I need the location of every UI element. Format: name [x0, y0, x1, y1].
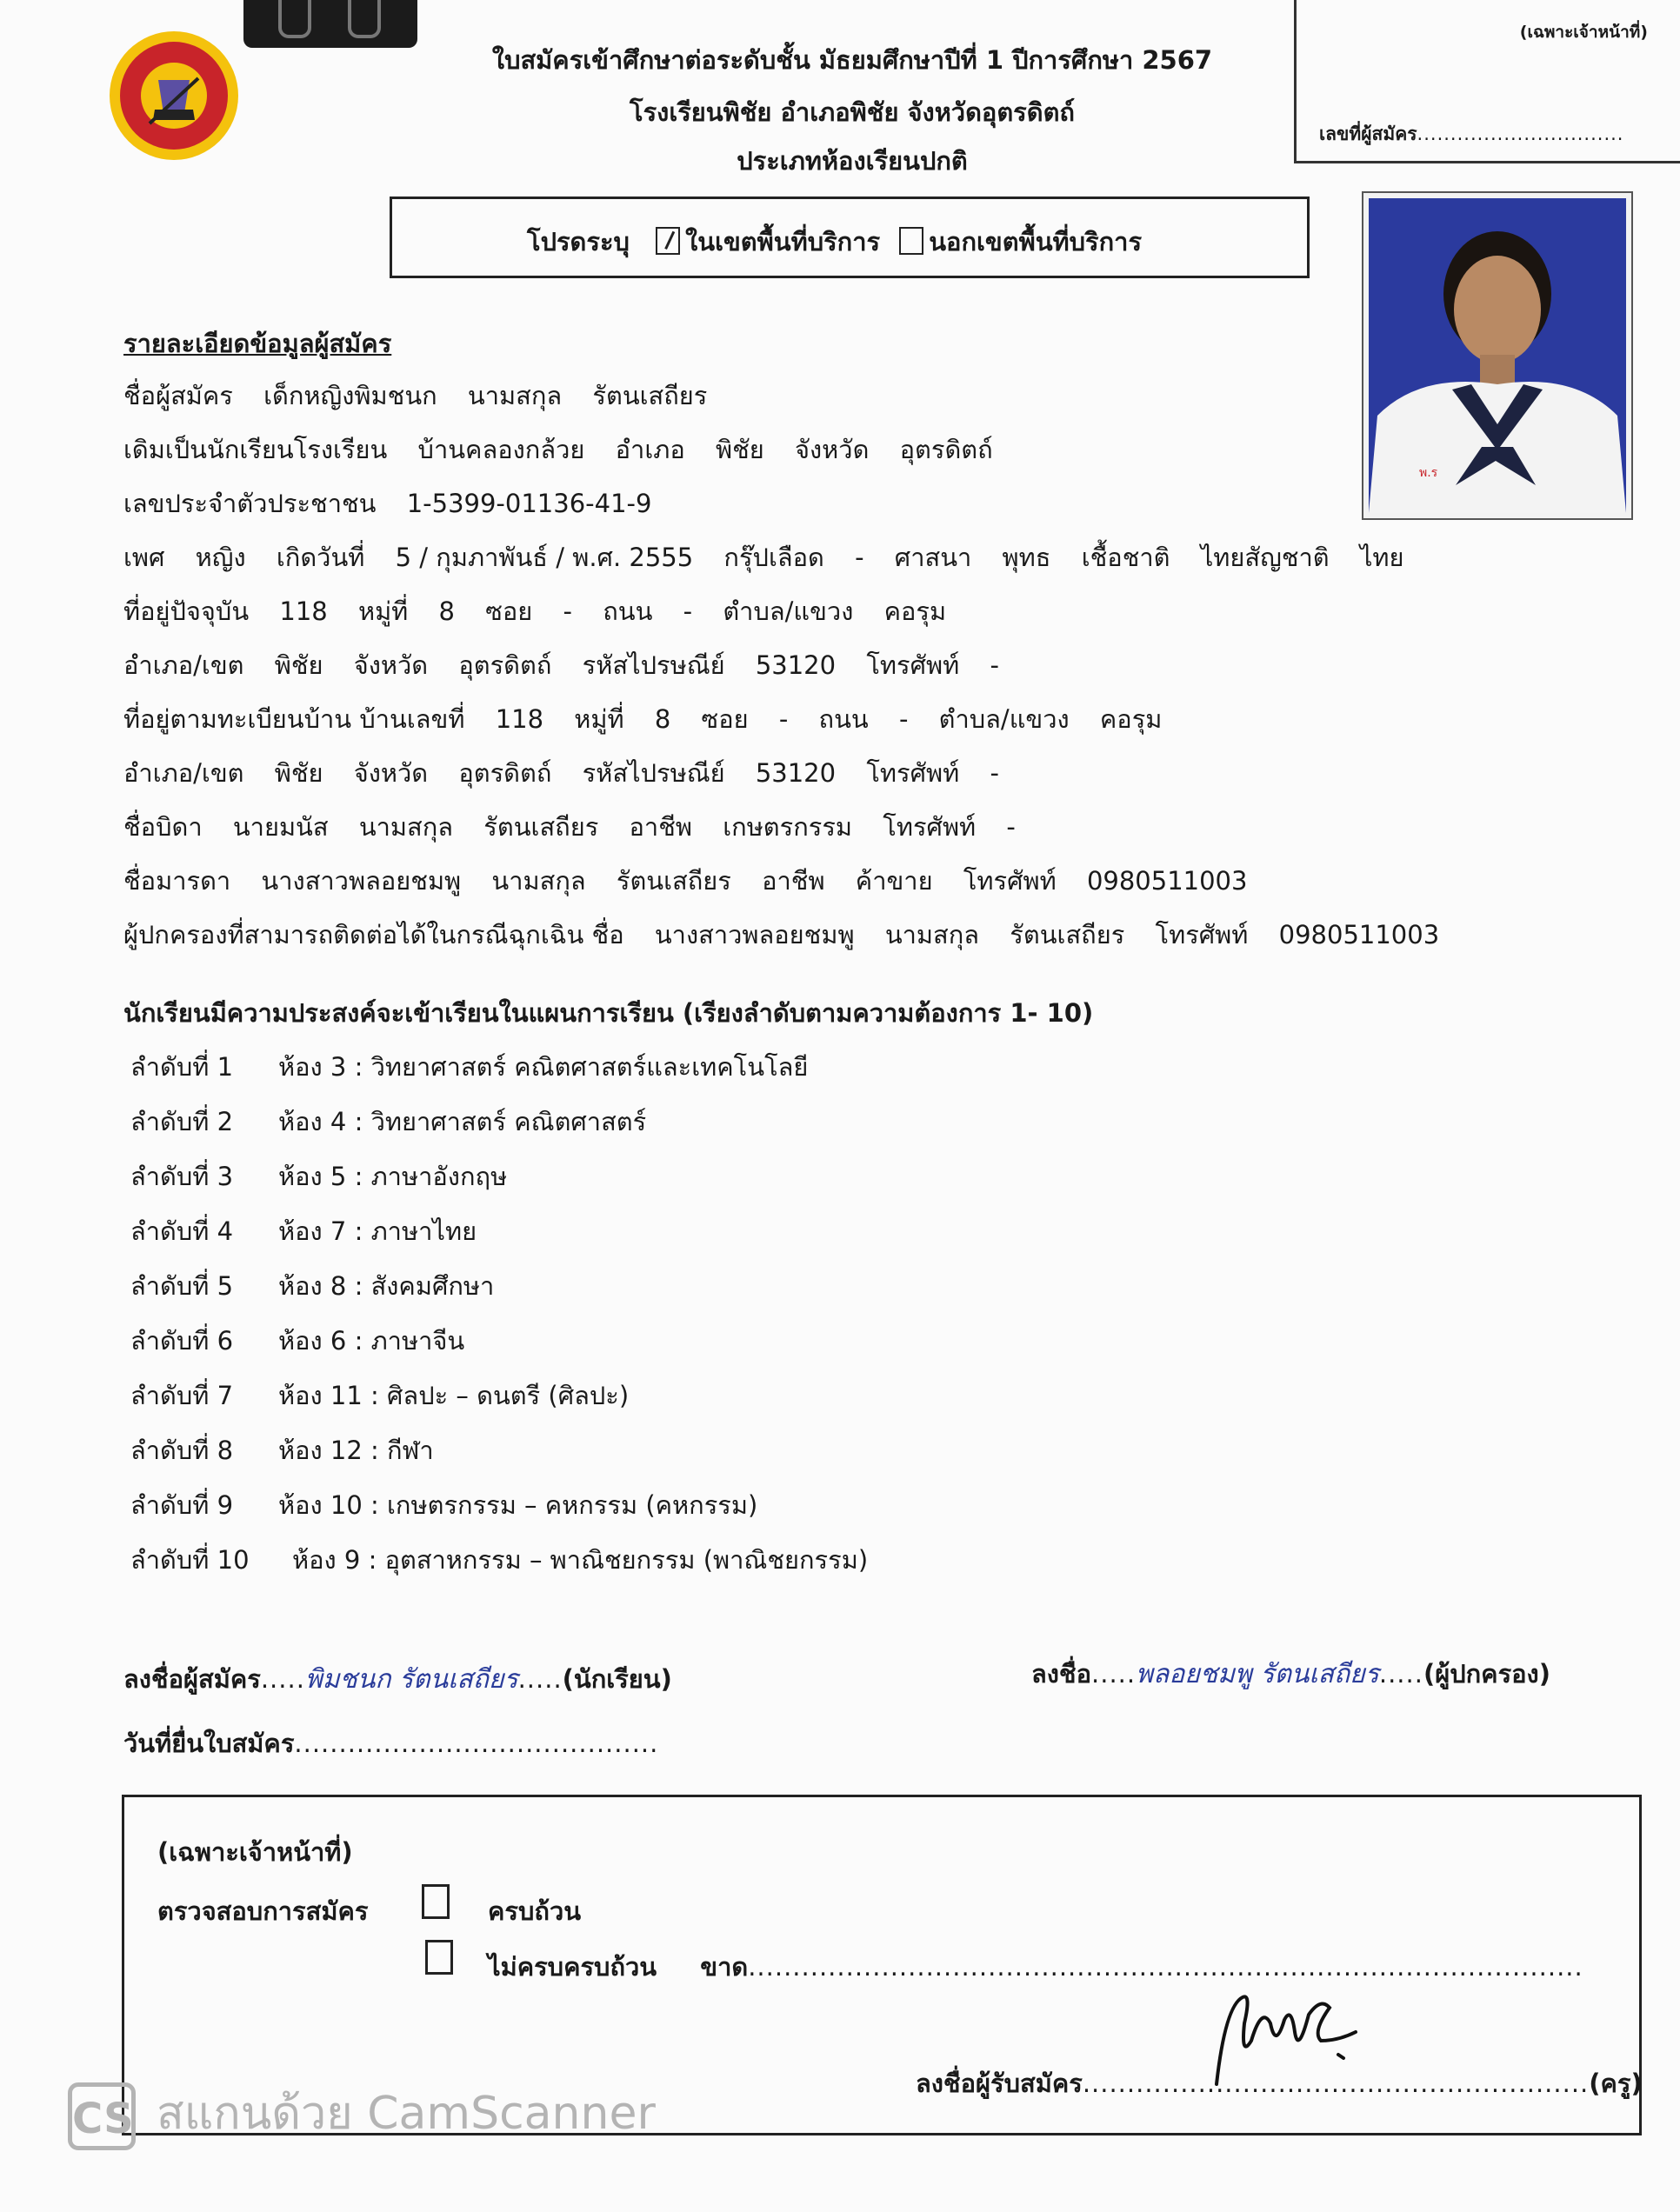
office-title: (เฉพาะเจ้าหน้าที่): [157, 1837, 353, 1867]
mother-label: ชื่อมารดา: [123, 866, 231, 896]
religion-label: ศาสนา: [894, 543, 972, 572]
preference-item[interactable]: [130, 1485, 757, 1525]
applicant-number-dots: ...............................: [1417, 123, 1624, 144]
guardian-phone-value[interactable]: 0980511003: [1278, 920, 1440, 949]
registered-soi-value[interactable]: -: [778, 704, 789, 734]
preference-item[interactable]: [130, 1266, 494, 1306]
applicant-signature-label: ลงชื่อผู้สมัคร: [123, 1664, 261, 1694]
current-address-row-1: [123, 591, 969, 631]
guardian-phone-label: โทรศัพท์: [1155, 920, 1249, 949]
father-name-value[interactable]: นายมนัส: [232, 812, 329, 842]
guardian-signature: พลอยชมพู รัตนเสถียร: [1136, 1659, 1379, 1689]
father-surname-value[interactable]: รัตนเสถียร: [483, 812, 599, 842]
current-moo-label: หมู่ที่: [357, 596, 409, 626]
school-logo: [97, 26, 250, 165]
religion-value[interactable]: พุทธ: [1002, 543, 1051, 572]
race-value[interactable]: ไทยสัญชาติ: [1200, 543, 1330, 572]
current-house-value[interactable]: 118: [279, 596, 328, 626]
preference-rank: ลำดับที่ 7: [130, 1381, 234, 1410]
current-subdistrict-label: ตำบล/แขวง: [723, 596, 854, 626]
missing-label: ขาด: [700, 1952, 749, 1982]
sex-label: เพศ: [123, 543, 165, 572]
missing-dots: ..............................................................................................: [748, 1952, 1583, 1982]
complete-label: ครบถ้วน: [488, 1896, 582, 1926]
preference-rank: ลำดับที่ 8: [130, 1436, 234, 1465]
preference-rank: ลำดับที่ 3: [130, 1162, 234, 1191]
preference-room: ห้อง 8 : สังคมศึกษา: [278, 1271, 495, 1301]
current-road-value[interactable]: -: [683, 596, 693, 626]
watermark-text: สแกนด้วย CamScanner: [157, 2088, 656, 2140]
nationality-value[interactable]: ไทย: [1359, 543, 1404, 572]
preference-room: ห้อง 3 : วิทยาศาสตร์ คณิตศาสตร์และเทคโนโลยี: [278, 1052, 809, 1082]
service-area-label: โปรดระบุ: [527, 227, 630, 257]
staff-only-label: (เฉพาะเจ้าหน้าที่): [1519, 23, 1648, 42]
surname-label: นามสกุล: [467, 381, 563, 410]
in-area-checkbox[interactable]: [656, 227, 680, 255]
mother-name-value[interactable]: นางสาวพลอยชมพู: [261, 866, 462, 896]
current-address-row-2: [123, 645, 1022, 685]
registered-zip-value[interactable]: 53120: [755, 758, 837, 788]
preference-item[interactable]: [130, 1321, 464, 1361]
incomplete-label: ไม่ครบครบถ้วน: [488, 1952, 657, 1982]
registered-road-value[interactable]: -: [898, 704, 909, 734]
preference-item[interactable]: [130, 1102, 646, 1142]
preference-rank: ลำดับที่ 5: [130, 1271, 234, 1301]
out-area-label: นอกเขตพื้นที่บริการ: [929, 227, 1143, 257]
registered-soi-label: ซอย: [701, 704, 749, 734]
applicant-role: (นักเรียน): [562, 1664, 672, 1694]
father-job-label: อาชีพ: [629, 812, 692, 842]
guardian-name-value[interactable]: นางสาวพลอยชมพู: [654, 920, 855, 949]
preference-rank: ลำดับที่ 10: [130, 1545, 250, 1575]
mother-row: [123, 861, 1270, 901]
registered-moo-label: หมู่ที่: [574, 704, 624, 734]
registered-address-label: ที่อยู่ตามทะเบียนบ้าน บ้านเลขที่: [123, 704, 465, 734]
current-province-value[interactable]: อุตรดิตถ์: [458, 650, 552, 680]
incomplete-checkbox[interactable]: [425, 1940, 453, 1975]
school-line: โรงเรียนพิชัย อำเภอพิชัย จังหวัดอุตรดิตถ์: [630, 97, 1075, 127]
registered-province-label: จังหวัด: [353, 758, 429, 788]
mother-phone-value[interactable]: 0980511003: [1086, 866, 1248, 896]
preference-item[interactable]: [130, 1540, 868, 1580]
prev-province-value[interactable]: อุตรดิตถ์: [899, 435, 993, 464]
check-label: ตรวจสอบการสมัคร: [157, 1896, 369, 1926]
preference-room: ห้อง 6 : ภาษาจีน: [278, 1326, 465, 1356]
current-subdistrict-value[interactable]: คอรุม: [883, 596, 947, 626]
receiver-signature-scribble: [1190, 1971, 1390, 2102]
father-surname-label: นามสกุล: [358, 812, 454, 842]
guardian-signature-label: ลงชื่อ: [1031, 1659, 1092, 1689]
preference-rank: ลำดับที่ 4: [130, 1216, 234, 1246]
mother-surname-label: นามสกุล: [491, 866, 586, 896]
service-area-box: [390, 197, 1310, 278]
registered-house-value[interactable]: 118: [495, 704, 544, 734]
mother-job-label: อาชีพ: [762, 866, 825, 896]
applicant-name-row: [123, 376, 730, 416]
preference-room: ห้อง 11 : ศิลปะ – ดนตรี (ศิลปะ): [278, 1381, 630, 1410]
applicant-signature: พิมชนก รัตนเสถียร: [304, 1664, 518, 1695]
prev-district-value[interactable]: พิชัย: [716, 435, 764, 464]
birth-value[interactable]: 5 / กุมภาพันธ์ / พ.ศ. 2555: [395, 543, 694, 572]
current-phone-label: โทรศัพท์: [866, 650, 960, 680]
registered-district-label: อำเภอ/เขต: [123, 758, 244, 788]
receiver-label: ลงชื่อผู้รับสมัคร: [916, 2069, 1083, 2098]
preference-rank: ลำดับที่ 2: [130, 1107, 234, 1136]
preference-room: ห้อง 4 : วิทยาศาสตร์ คณิตศาสตร์: [278, 1107, 647, 1136]
binder-clip: [243, 0, 417, 48]
guardian-surname-label: นามสกุล: [884, 920, 980, 949]
personal-info-row: [123, 537, 1427, 577]
registered-subdistrict-value[interactable]: คอรุม: [1099, 704, 1163, 734]
registered-province-value[interactable]: อุตรดิตถ์: [458, 758, 552, 788]
blood-label: กรุ๊ปเลือด: [723, 543, 824, 572]
name-value[interactable]: เด็กหญิงพิมชนก: [263, 381, 437, 410]
applicant-number-field[interactable]: [1319, 120, 1623, 149]
registered-road-label: ถนน: [818, 704, 869, 734]
mother-job-value[interactable]: ค้าขาย: [855, 866, 933, 896]
id-label: เลขประจำตัวประชาชน: [123, 489, 377, 518]
preference-room: ห้อง 10 : เกษตรกรรม – คหกรรม (คหกรรม): [278, 1490, 758, 1520]
current-soi-label: ซอย: [485, 596, 533, 626]
registered-subdistrict-label: ตำบล/แขวง: [938, 704, 1070, 734]
in-area-label: ในเขตพื้นที่บริการ: [685, 227, 881, 257]
photo-badge: พ.ร: [1419, 466, 1438, 480]
surname-value[interactable]: รัตนเสถียร: [592, 381, 708, 410]
preference-item[interactable]: [130, 1430, 434, 1470]
submission-date-label: วันที่ยื่นใบสมัคร: [123, 1729, 295, 1758]
father-label: ชื่อบิดา: [123, 812, 203, 842]
preference-room: ห้อง 12 : กีฬา: [278, 1436, 434, 1465]
name-label: ชื่อผู้สมัคร: [123, 381, 233, 410]
preference-rank: ลำดับที่ 6: [130, 1326, 234, 1356]
father-row: [123, 807, 1038, 847]
id-row: [123, 483, 674, 523]
preference-room: ห้อง 5 : ภาษาอังกฤษ: [278, 1162, 508, 1191]
scanner-watermark: [68, 2076, 656, 2150]
registered-district-value[interactable]: พิชัย: [274, 758, 323, 788]
preference-item[interactable]: [130, 1047, 808, 1087]
father-phone-value[interactable]: -: [1006, 812, 1016, 842]
staff-only-box: [1294, 0, 1680, 163]
current-province-label: จังหวัด: [353, 650, 429, 680]
sex-value[interactable]: หญิง: [195, 543, 246, 572]
guardian-surname-value[interactable]: รัตนเสถียร: [1010, 920, 1125, 949]
birth-label: เกิดวันที่: [276, 543, 365, 572]
id-value[interactable]: 1-5399-01136-41-9: [406, 489, 652, 518]
applicant-number-label: เลขที่ผู้สมัคร: [1319, 123, 1417, 144]
preference-room: ห้อง 9 : อุตสาหกรรม – พาณิชยกรรม (พาณิชยกรรม): [292, 1545, 869, 1575]
applicant-signature-line[interactable]: ลงชื่อผู้สมัคร.....พิมชนก รัตนเสถียร.....(นักเรียน): [123, 1664, 672, 1695]
previous-school-row: [123, 430, 1016, 470]
complete-checkbox[interactable]: [422, 1884, 450, 1919]
submission-date-dots: .........................................: [294, 1729, 659, 1758]
preference-rank: ลำดับที่ 1: [130, 1052, 234, 1082]
current-district-value[interactable]: พิชัย: [274, 650, 323, 680]
registered-zip-label: รหัสไปรษณีย์: [582, 758, 725, 788]
applicant-section-title: รายละเอียดข้อมูลผู้สมัคร: [123, 329, 392, 358]
incomplete-field[interactable]: [488, 1947, 1583, 1987]
guardian-row: [123, 915, 1462, 955]
camscanner-icon: CS: [68, 2082, 136, 2150]
form-title: ใบสมัครเข้าศึกษาต่อระดับชั้น มัธยมศึกษาปีที่ 1 ปีการศึกษา 2567: [491, 45, 1213, 75]
guardian-role: (ผู้ปกครอง): [1423, 1659, 1550, 1689]
preference-item[interactable]: [130, 1376, 629, 1416]
current-district-label: อำเภอ/เขต: [123, 650, 244, 680]
applicant-photo: [1363, 193, 1631, 518]
prev-district-label: อำเภอ: [615, 435, 685, 464]
father-job-value[interactable]: เกษตรกรรม: [723, 812, 853, 842]
prev-school-value[interactable]: บ้านคลองกล้วย: [417, 435, 585, 464]
blood-value[interactable]: -: [855, 543, 864, 572]
current-phone-value[interactable]: -: [990, 650, 999, 680]
registered-address-row-1: [123, 699, 1184, 739]
out-area-checkbox[interactable]: [899, 227, 923, 255]
receiver-dots: .........................................................: [1082, 2069, 1590, 2098]
submission-date-line[interactable]: [123, 1723, 658, 1763]
current-address-label: ที่อยู่ปัจจุบัน: [123, 596, 250, 626]
prev-school-label: เดิมเป็นนักเรียนโรงเรียน: [123, 435, 388, 464]
preferences-title: นักเรียนมีความประสงค์จะเข้าเรียนในแผนการเรียน (เรียงลำดับตามความต้องการ 1- 10): [123, 998, 1094, 1028]
preference-item[interactable]: [130, 1156, 507, 1196]
preference-rank: ลำดับที่ 9: [130, 1490, 234, 1520]
registered-moo-value[interactable]: 8: [654, 704, 671, 734]
father-phone-label: โทรศัพท์: [883, 812, 977, 842]
guardian-label: ผู้ปกครองที่สามารถติดต่อได้ในกรณีฉุกเฉิน ชื่อ: [123, 920, 624, 949]
current-moo-value[interactable]: 8: [438, 596, 455, 626]
registered-phone-value[interactable]: -: [990, 758, 999, 788]
preference-room: ห้อง 7 : ภาษาไทย: [278, 1216, 477, 1246]
registered-address-row-2: [123, 753, 1022, 793]
mother-phone-label: โทรศัพท์: [963, 866, 1057, 896]
receiver-role: (ครู): [1589, 2069, 1643, 2098]
current-road-label: ถนน: [603, 596, 653, 626]
preference-item[interactable]: [130, 1211, 477, 1251]
prev-province-label: จังหวัด: [795, 435, 870, 464]
registered-phone-label: โทรศัพท์: [866, 758, 960, 788]
current-soi-value[interactable]: -: [563, 596, 572, 626]
guardian-signature-line[interactable]: ลงชื่อ.....พลอยชมพู รัตนเสถียร.....(ผู้ปกครอง): [1031, 1659, 1550, 1689]
mother-surname-value[interactable]: รัตนเสถียร: [616, 866, 731, 896]
class-type-line: ประเภทห้องเรียนปกติ: [737, 146, 968, 176]
current-zip-label: รหัสไปรษณีย์: [582, 650, 725, 680]
race-label: เชื้อชาติ: [1081, 543, 1170, 572]
current-zip-value[interactable]: 53120: [755, 650, 837, 680]
